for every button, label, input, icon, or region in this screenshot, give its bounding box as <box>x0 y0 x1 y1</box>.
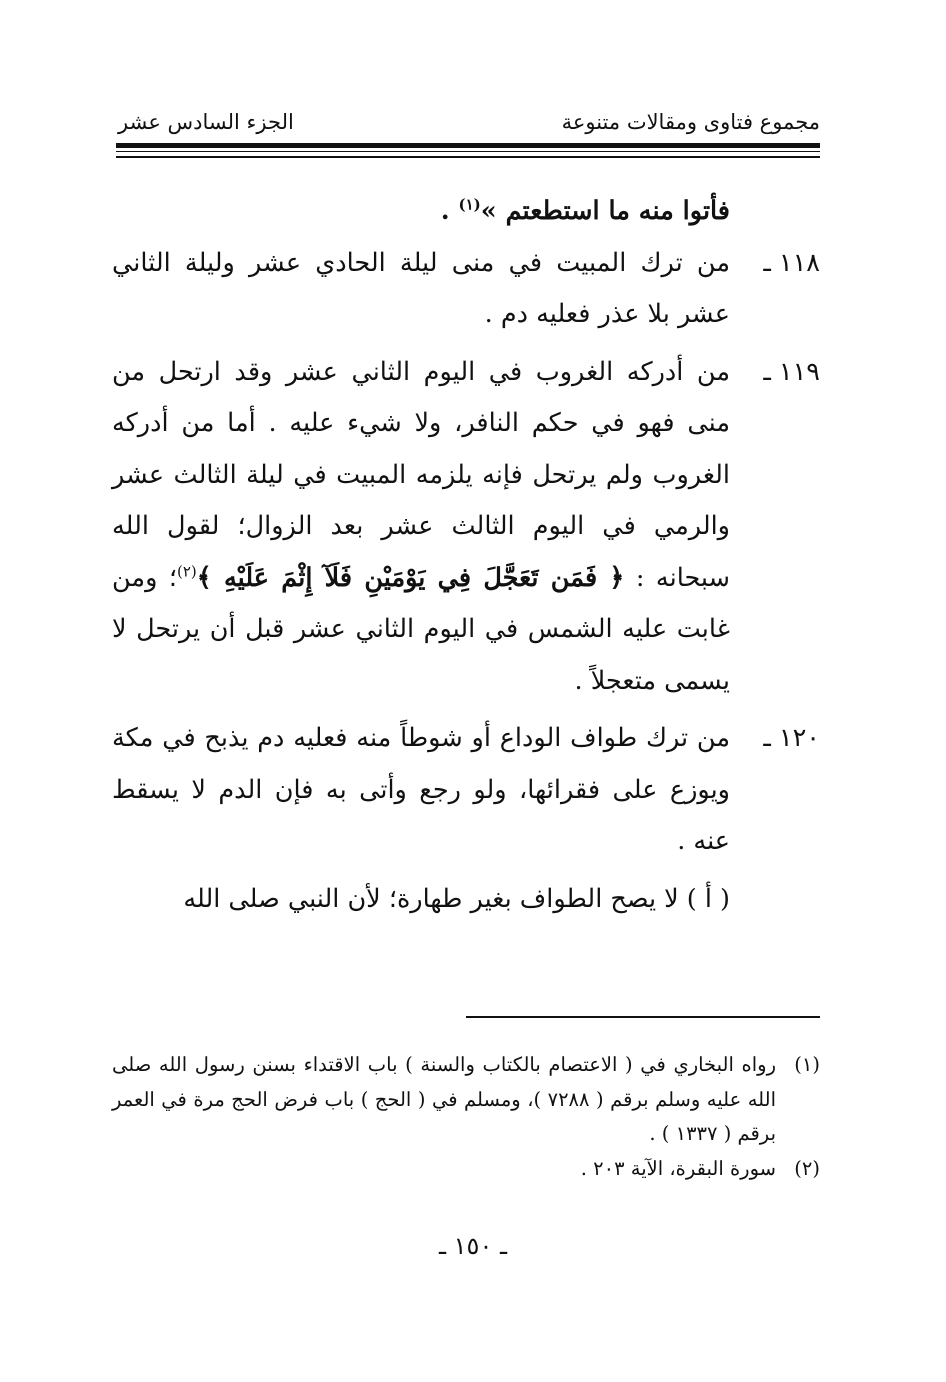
footnote-ref-2: (٢) <box>176 562 197 580</box>
item-text: من أدركه الغروب في اليوم الثاني عشر وقد ارتحل من منى فهو في حكم النافر، ولا شيء عليه . أما من أدركه الغروب ولم يرتحل فإنه يلزمه المبيت في ليلة الثالث عشر والرمي في اليوم الثالث عشر بعد الزوال؛ لقول الله سبحانه : ﴿ فَمَن تَعَجَّلَ فِي يَوْمَيْنِ فَلَآ إِثْمَ عَلَيْهِ ﴾$^{(٢)}$؛ ومن غابت عليه الشمس في اليوم الثاني عشر قبل أن يرتحل لا يسمى متعجلاً . <box>112 356 730 696</box>
page-number: ـ ١٥٠ ـ <box>438 1232 507 1260</box>
volume-label: الجزء السادس عشر <box>118 110 294 134</box>
fatwa-item-118 <box>112 238 820 341</box>
main-text <box>112 186 820 925</box>
footnotes <box>112 1048 820 1186</box>
footnote-2 <box>112 1152 820 1187</box>
footnote-1 <box>112 1048 820 1152</box>
footnote-number: (٢) <box>794 1156 820 1180</box>
quran-verse: ﴿ فَمَن تَعَجَّلَ فِي يَوْمَيْنِ فَلَآ إِثْمَ عَلَيْهِ ﴾ <box>196 562 625 593</box>
footnote-separator <box>466 1016 820 1018</box>
fatwa-item-119 <box>112 347 820 708</box>
sub-item-a: ( أ ) لا يصح الطواف بغير طهارة؛ لأن النبي صلى الله <box>183 883 730 914</box>
item-text: من ترك المبيت في منى ليلة الحادي عشر وليلة الثاني عشر بلا عذر فعليه دم . <box>112 247 730 329</box>
header-rule-thin <box>116 151 820 152</box>
footnote-ref-1: (١) <box>458 195 481 214</box>
opening-line: فأتوا منه ما استطعتم »$^{(١)}$ . <box>440 195 730 226</box>
book-title: مجموع فتاوى ومقالات متنوعة <box>561 110 820 134</box>
item-text: من ترك طواف الوداع أو شوطاً منه فعليه دم يذبح في مكة ويوزع على فقرائها، ولو رجع وأتى به فإن الدم لا يسقط عنه . <box>112 723 730 856</box>
fatwa-item-120 <box>112 713 820 868</box>
header-rule-thick <box>116 143 820 148</box>
header-rule-bottom <box>116 156 820 158</box>
footnote-text: رواه البخاري في ( الاعتصام بالكتاب والسنة ) باب الاقتداء بسنن رسول الله صلى الله عليه وسلم برقم ( ٧٢٨٨ )، ومسلم في ( الحج ) باب فرض الحج مرة في العمر برقم ( ١٣٣٧ ) . <box>112 1053 776 1145</box>
item-number: ١١٩ ـ <box>763 356 820 387</box>
running-header <box>118 108 820 136</box>
footnote-text: سورة البقرة، الآية ٢٠٣ . <box>580 1156 776 1180</box>
item-number: ١٢٠ ـ <box>763 723 820 753</box>
item-number: ١١٨ ـ <box>763 247 820 278</box>
footnote-number: (١) <box>794 1053 820 1076</box>
